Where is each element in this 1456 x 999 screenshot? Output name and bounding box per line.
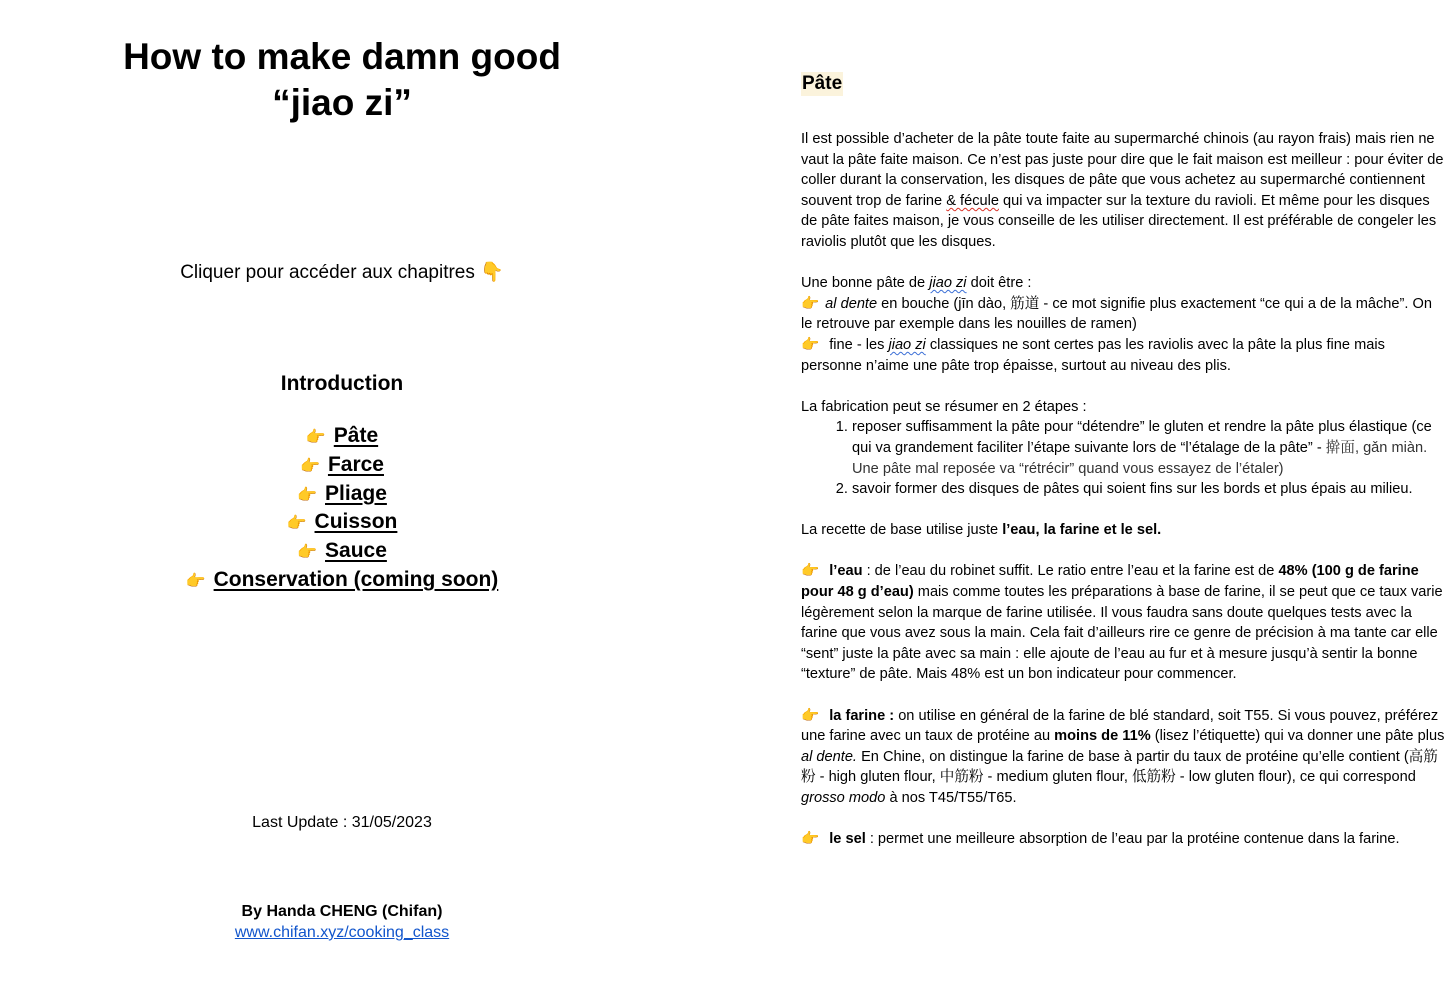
eau-ratio: 48% (100 g de farine pour 48 g d’eau) (801, 563, 1419, 601)
base-recipe-text: La recette de base utilise juste (801, 522, 999, 539)
farine-grosso-modo: grosso modo (801, 790, 886, 806)
bullet-eau (801, 561, 1446, 685)
step-item-rest (852, 417, 1446, 479)
jiao-zi-term: jiao zi (888, 336, 926, 353)
cover-page (0, 0, 684, 999)
pate-page (801, 0, 1449, 999)
bullet-sel (801, 829, 1446, 850)
section-heading-pate: Pâte (802, 73, 843, 94)
pointing-finger-icon: 👉 (801, 707, 820, 724)
chapter-item-sauce (0, 537, 684, 566)
pointing-finger-icon: 👉 (286, 515, 307, 533)
fine-text-c: classiques ne sont certes pas les raviolis avec la pâte la plus fine mais personne n’aime une pâte trop épaisse, surtout au niveau des plis. (801, 336, 1385, 374)
eau-text-a: : de l’eau du robinet suffit. Le ratio entre l’eau et la farine est de (866, 563, 1275, 580)
base-recipe-ingredients: l’eau, la farine et le sel. (1002, 522, 1162, 539)
author-credit: By Handa CHENG (Chifan) (241, 903, 443, 920)
jiao-zi-term: jiao zi (929, 275, 967, 292)
pointing-finger-icon: 👉 (300, 457, 320, 475)
bullet-fine (801, 335, 1446, 376)
chapter-link-farce[interactable]: Farce (327, 452, 384, 476)
introduction-heading: Introduction (280, 372, 404, 395)
chapter-link-pate[interactable]: Pâte (333, 424, 379, 447)
farine-text-c: (lisez l’étiquette) qui va donner une pâte plus (1154, 728, 1445, 745)
chapter-link-cuisson[interactable]: Cuisson (314, 510, 398, 534)
farine-al-dente: al dente. (801, 748, 857, 765)
good-dough-text-c: doit être : (970, 275, 1032, 292)
al-dente-text: en bouche (jīn dào, 筋道 - ce mot signifie plus exactement “ce qui a de la mâche”. On le retrouve par exemple dans les nouilles de ramen) (801, 295, 1432, 333)
chapter-item-pliage (0, 480, 684, 509)
pate-content (801, 129, 1446, 850)
chapter-prompt: Cliquer pour accéder aux chapitres 👇 (180, 262, 504, 283)
sel-text: : permet une meilleure absorption de l’eau par la protéine contenue dans la farine. (869, 831, 1400, 848)
pointing-finger-icon: 👉 (801, 336, 820, 353)
chapter-item-cuisson (0, 508, 684, 537)
pointing-finger-icon: 👉 (305, 429, 326, 446)
farine-text-g: à nos T45/T55/T65. (889, 790, 1017, 806)
title-line-2: “jiao zi” (272, 82, 412, 123)
pointing-finger-icon: 👉 (297, 544, 318, 562)
pointing-finger-icon: 👉 (801, 831, 820, 848)
title-line-1: How to make damn good (123, 36, 561, 77)
chapter-link-pliage[interactable]: Pliage (325, 481, 387, 505)
farine-label: la farine : (829, 707, 895, 724)
intro-paragraph (801, 129, 1446, 253)
pointing-finger-icon: 👉 (801, 295, 820, 312)
chapter-link-conservation[interactable]: Conservation (coming soon) (213, 567, 499, 591)
good-dough-paragraph (801, 273, 1446, 294)
intro-text-c: qui va impacter sur la texture du ravioli. Et même pour les disques de pâte faites maison, je vous conseille de les utiliser directement. Il est préférable de congeler les raviolis plutôt que les disques. (801, 192, 1437, 250)
base-recipe-paragraph (801, 520, 1446, 541)
chapter-item-pate (0, 422, 684, 451)
intro-text-a: Il est possible d’acheter de la pâte toute faite au supermarché chinois (au rayon frais) mais rien ne vaut la pâte faite maison. Ce n’est pas juste pour dire que le fait maison est meilleur : pour éviter de coller durant la conservation, les disques de pâte que vous achetez au supermarché contiennent souvent trop de farine (801, 131, 1444, 209)
cooking-class-link[interactable]: www.chifan.xyz/cooking_class (234, 924, 450, 941)
bullet-farine (801, 706, 1446, 809)
step-rest-text-b: 擀面, gǎn miàn. Une pâte mal reposée va “rétrécir” quand vous essayez de l’étaler) (852, 439, 1428, 477)
bullet-al-dente (801, 294, 1446, 335)
steps-list (801, 417, 1446, 499)
farine-text-e: En Chine, on distingue la farine de base à partir du taux de protéine qu’elle contient (高筋粉 - high gluten flour, 中筋粉 - medium gluten flour, 低筋粉 - low gluten flour), ce qui correspond (801, 748, 1438, 786)
document-title (0, 34, 684, 126)
chapter-list (0, 422, 684, 595)
chapter-link-sauce[interactable]: Sauce (325, 539, 387, 563)
pointing-finger-icon: 👉 (185, 572, 206, 590)
pointing-finger-icon: 👉 (297, 486, 318, 504)
farine-protein: moins de 11% (1054, 728, 1151, 745)
good-dough-text-a: Une bonne pâte de (801, 275, 926, 292)
eau-label: l’eau (829, 563, 863, 580)
farine-text-a: on utilise en général de la farine de blé standard, soit T55. Si vous pouvez, préférez une farine avec un taux de protéine au (801, 707, 1439, 745)
intro-text-flagged: & fécule (946, 192, 999, 209)
last-update: Last Update : 31/05/2023 (252, 814, 432, 831)
step-item-discs: 2. savoir former des disques de pâtes qui soient fins sur les bords et plus épais au milieu. (852, 479, 1446, 500)
sel-label: le sel (829, 831, 866, 848)
al-dente-term: al dente (825, 295, 878, 312)
eau-text-c: mais comme toutes les préparations à base de farine, il se peut que ce taux varie légèrement selon la marque de farine utilisée. Il vous faudra sans doute quelques tests avec la farine que vous avez sous la main. Cela fait d’ailleurs rire ce genre de précision à ma tante car elle “sent” juste la pâte avec sa main : elle ajoute de l’eau au fur et à mesure jusqu’à sentir la bonne “texture” de pâte. Mais 48% est un bon indicateur pour commencer. (801, 584, 1443, 683)
site-link-container (0, 922, 684, 943)
step-rest-text: reposer suffisamment la pâte pour “détendre” le gluten et rendre la pâte plus élastique (ce qui va grandement faciliter l’étape suivante lors de “l’étalage de la pâte” - (852, 419, 1432, 456)
fine-text-a: fine - les (829, 336, 885, 353)
pointing-finger-icon: 👉 (801, 563, 820, 580)
chapter-item-farce (0, 451, 684, 480)
steps-intro: La fabrication peut se résumer en 2 étapes : (801, 398, 1087, 415)
chapter-item-conservation (0, 566, 684, 595)
